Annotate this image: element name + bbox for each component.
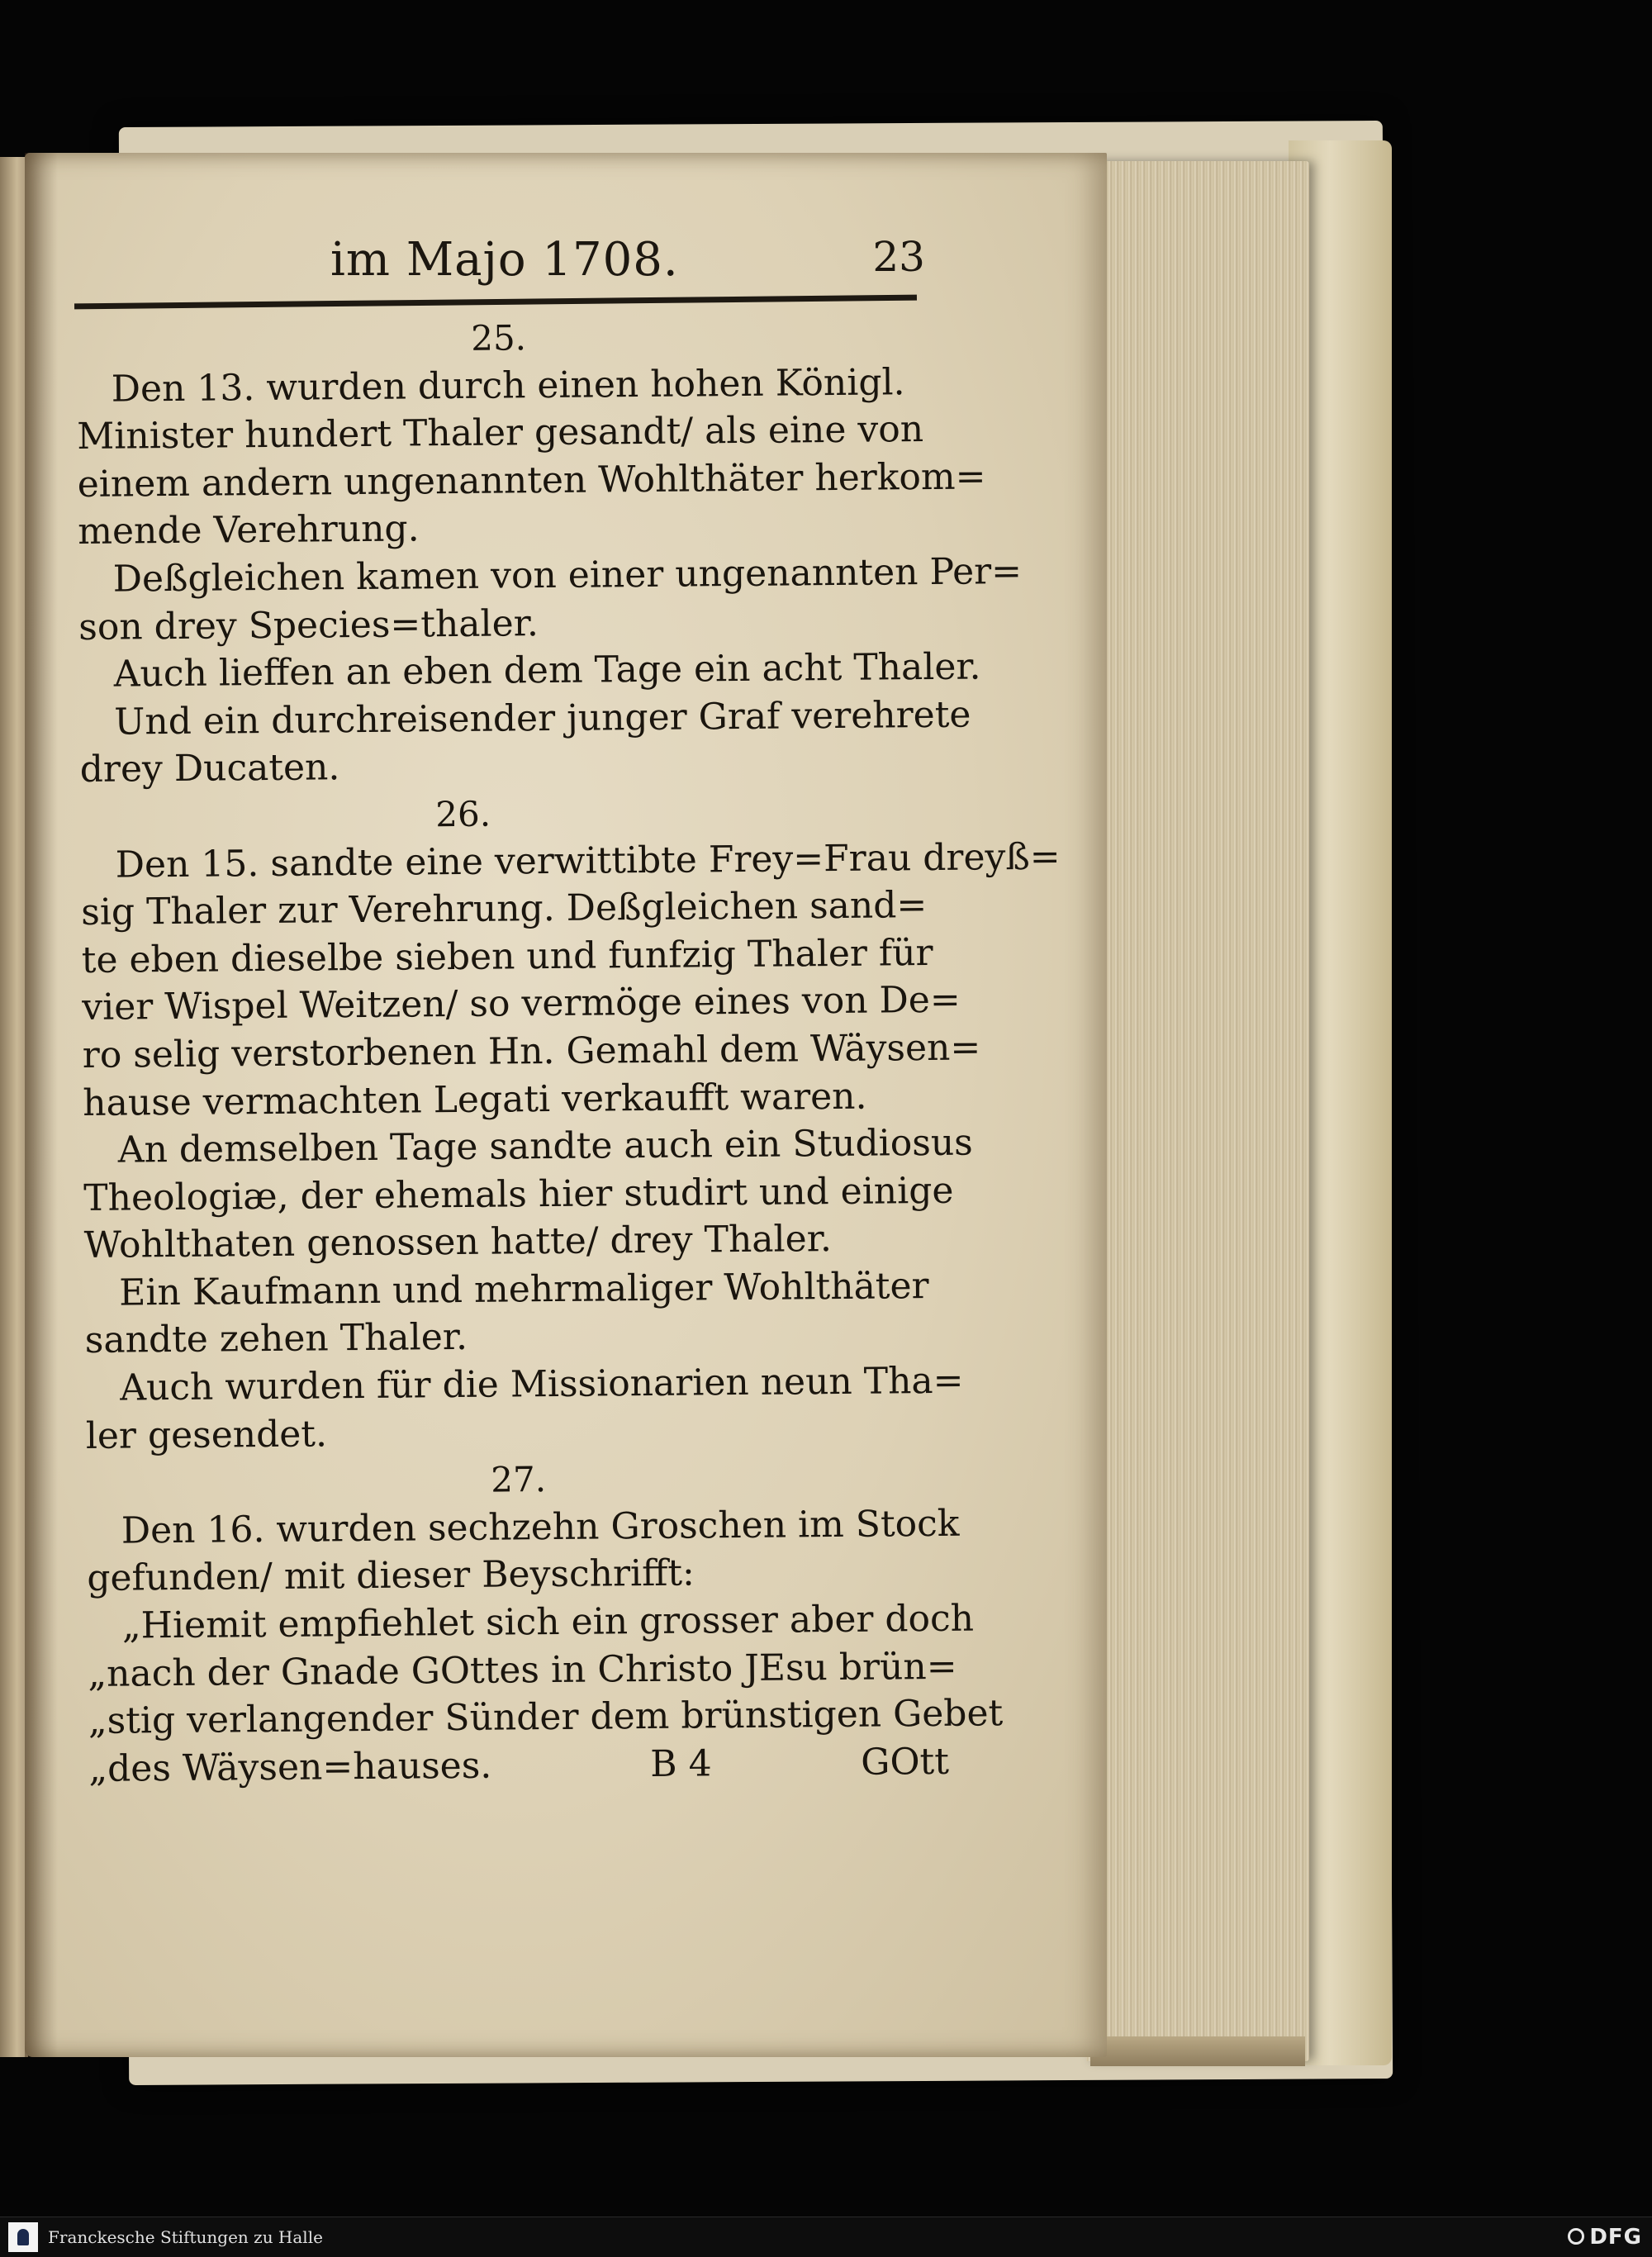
section-number: 25. (471, 317, 527, 359)
text-line: te eben dieselbe sieben und funfzig Thaler für (81, 931, 933, 981)
text-line: Auch wurden für die Missionarien neun Tha= (120, 1359, 964, 1409)
footer-bar (0, 2217, 1652, 2257)
page-number: 23 (872, 233, 925, 281)
page-block-bottom (1090, 2036, 1305, 2066)
text-line: Den 15. sandte eine verwittibte Frey=Frau dreyß= (115, 835, 1061, 886)
dfg-mark-icon (1568, 2228, 1584, 2245)
section-number: 27. (491, 1459, 547, 1500)
text-line: hause vermachten Legati verkaufft waren. (83, 1075, 867, 1124)
dfg-label: DFG (1589, 2225, 1642, 2250)
text-line: Theologiæ, der ehemals hier studirt und einige (83, 1169, 954, 1219)
facing-page-edge (0, 157, 28, 2057)
text-line: Den 13. wurden durch einen hohen Königl. (111, 360, 905, 411)
dfg-logo (1568, 2225, 1642, 2250)
text-line: gefunden/ mit dieser Beyschrifft: (87, 1551, 695, 1600)
gutter-shadow (25, 153, 58, 2057)
text-line: Minister hundert Thaler gesandt/ als eine von (77, 408, 924, 459)
text-line: vier Wispel Weitzen/ so vermöge eines von De= (82, 979, 961, 1029)
page-block-edge (1086, 161, 1309, 2061)
text-line: sandte zehen Thaler. (84, 1316, 468, 1362)
text-line: Auch lieffen an eben dem Tage ein acht Thaler. (113, 645, 981, 696)
running-head: im Majo 1708. (330, 233, 679, 287)
text-line: Wohlthaten genossen hatte/ drey Thaler. (83, 1218, 833, 1267)
page-text (76, 311, 1061, 1794)
text-line: Den 16. wurden sechzehn Groschen im Stock (121, 1502, 960, 1552)
text-line: Deßgleichen kamen von einer ungenannten Per= (112, 549, 1023, 601)
text-line: „nach der Gnade GOttes in Christo JEsu brün= (88, 1645, 957, 1695)
text-line: drey Ducaten. (79, 746, 340, 791)
text-line: An demselben Tage sandte auch ein Studiosus (117, 1121, 973, 1171)
page-header (74, 233, 925, 299)
text-line: son drey Species=thaler. (78, 601, 539, 649)
text-line: „Hiemit empfiehlet sich ein grosser aber doch (121, 1597, 975, 1647)
last-line (88, 1737, 964, 1793)
catchword: GOtt (861, 1740, 950, 1784)
text-line: einem andern ungenannten Wohlthäter herkom= (77, 455, 986, 506)
institution-name: Franckesche Stiftungen zu Halle (48, 2227, 323, 2247)
text-line: mende Verehrung. (78, 507, 420, 554)
text-line: ler gesendet. (85, 1413, 328, 1457)
text-line: ro selig verstorbenen Hn. Gemahl dem Wäysen= (82, 1026, 981, 1076)
text-line: Und ein durchreisender junger Graf verehrete (114, 693, 971, 744)
section-number: 26. (435, 793, 491, 835)
signature-mark: B 4 (650, 1742, 712, 1785)
text-line: Ein Kaufmann und mehrmaliger Wohlthäter (119, 1264, 929, 1314)
text-line: sig Thaler zur Verehrung. Deßgleichen sand= (81, 884, 928, 934)
institution-logo-icon (8, 2222, 38, 2252)
text-line: „stig verlangender Sünder dem brünstigen Gebet (88, 1692, 1004, 1743)
text-line: „des Wäysen=hauses. (88, 1744, 492, 1790)
